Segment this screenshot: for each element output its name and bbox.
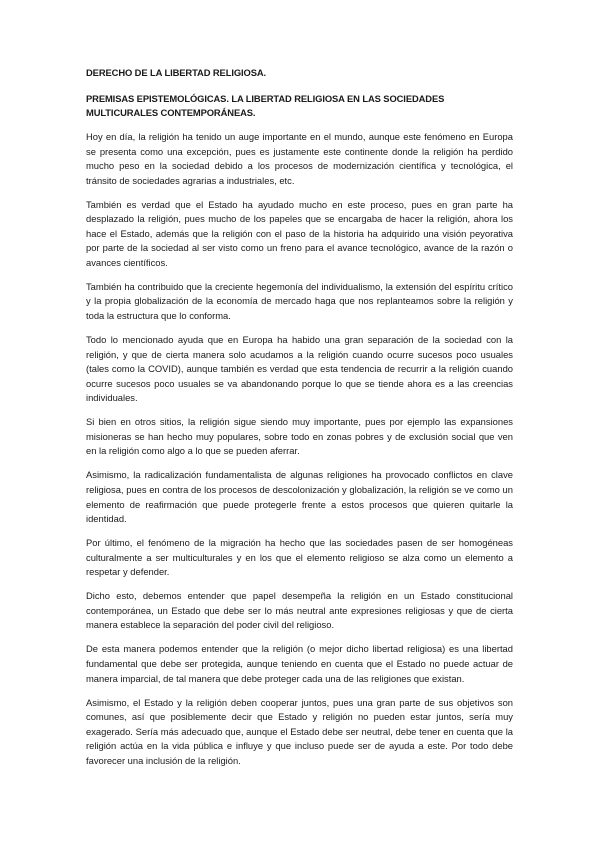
paragraph-10: Asimismo, el Estado y la religión deben cooperar juntos, pues una gran parte de sus objetivos son comunes, así que posiblemente decir que Estado y religión no pueden estar juntos, sería muy exagerado. Sería más adecuado que, aunque el Estado debe ser neutral, debe tener en cuenta que la religión actúa en la vida pública e influye y que incluso puede ser de ayuda a este. Por todo debe favorecer una inclusión de la religión. xyxy=(86,696,513,766)
paragraph-7: Por último, el fenómeno de la migración ha hecho que las sociedades pasen de ser homogéneas culturalmente a ser multiculturales y en los que el elemento religioso se alza como un elemento a respetar y defender. xyxy=(86,537,513,578)
paragraph-4: Todo lo mencionado ayuda que en Europa ha habido una gran separación de la sociedad con la religión, y que de cierta manera solo acudamos a la religión cuando ocurre sucesos poco usuales (tales como la COVID), aunque también es verdad que esta tendencia de recurrir a la religión cuando ocurre sucesos poco usuales se va abandonando porque lo que se tiende ahora es a las creencias individuales. xyxy=(86,334,513,404)
document-subtitle: PREMISAS EPISTEMOLÓGICAS. LA LIBERTAD RELIGIOSA EN LAS SOCIEDADES MULTICURALES CONTEMPORÁNEAS. xyxy=(86,93,445,118)
paragraph-8: Dicho esto, debemos entender que papel desempeña la religión en un Estado constitucional contemporánea, un Estado que debe ser lo más neutral ante expresiones religiosas y que de cierta manera establece la separación del poder civil del religioso. xyxy=(86,590,513,631)
paragraph-9: De esta manera podemos entender que la religión (o mejor dicho libertad religiosa) es una libertad fundamental que debe ser protegida, aunque teniendo en cuenta que el Estado no puede actuar de manera imparcial, de tal manera que debe proteger cada una de las religiones que existan. xyxy=(86,643,513,684)
paragraph-2: También es verdad que el Estado ha ayudado mucho en este proceso, pues en gran parte ha desplazado la religión, pues mucho de los papeles que se encargaba de hacer la religión, ahora los hace el Estado, además que la religión con el paso de la historia ha adquirido una visión peyorativa por parte de la sociedad al ser visto como un freno para el avance tecnológico, avance de la razón o avances científicos. xyxy=(86,198,513,268)
paragraph-1: Hoy en día, la religión ha tenido un auge importante en el mundo, aunque este fenómeno en Europa se presenta como una excepción, pues es justamente este continente donde la religión ha perdido mucho peso en la sociedad debido a los procesos de modernización científica y tecnológica, el tránsito de sociedades agrarias a industriales, etc. xyxy=(86,131,513,186)
document-title: DERECHO DE LA LIBERTAD RELIGIOSA. xyxy=(86,67,267,78)
paragraph-5: Si bien en otros sitios, la religión sigue siendo muy importante, pues por ejemplo las expansiones misioneras se han hecho muy populares, sobre todo en zonas pobres y de exclusión social que ven en la religión como algo a lo que se pueden aferrar. xyxy=(86,416,513,457)
paragraph-3: También ha contribuido que la creciente hegemonía del individualismo, la extensión del espíritu crítico y la propia globalización de la economía de mercado haga que nos replanteamos sobre la religión y toda la estructura que lo conforma. xyxy=(86,280,513,322)
paragraph-6: Asimismo, la radicalización fundamentalista de algunas religiones ha provocado conflictos en clave religiosa, pues en contra de los procesos de descolonización y globalización, la religión se ve como un elemento de reafirmación que puede protegerle frente a estos procesos que quieren quitarle la identidad. xyxy=(86,469,513,525)
